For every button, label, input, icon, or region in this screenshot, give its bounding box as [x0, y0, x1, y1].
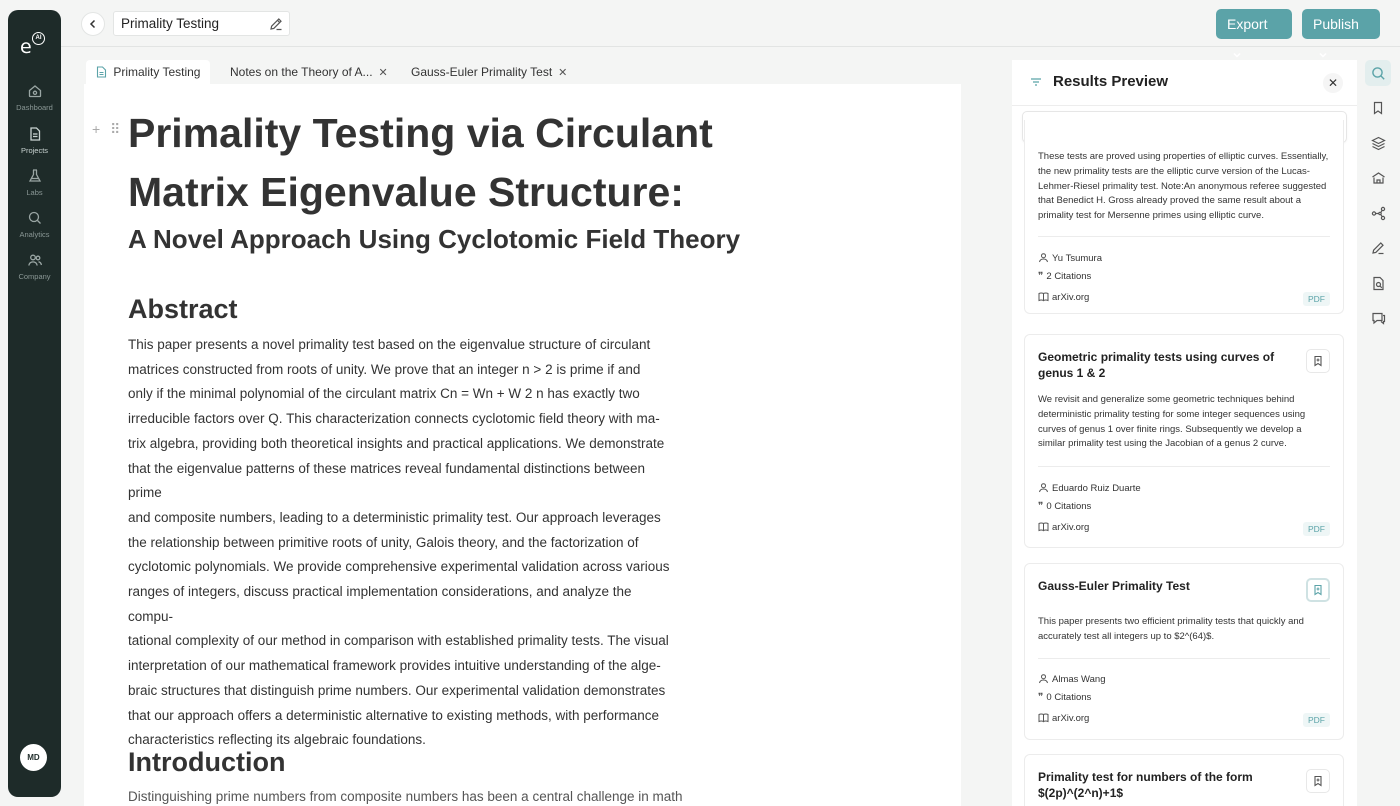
file-search-icon	[1371, 276, 1386, 291]
document-title: Primality Testing	[121, 16, 220, 31]
abstract-line: interpretation of our mathematical framework provides intuitive understanding of the alge-	[128, 658, 661, 674]
tab-label: Primality Testing	[113, 65, 201, 79]
bookmark-icon	[1371, 101, 1385, 115]
quote-icon: ❞	[1038, 692, 1044, 703]
document-title-field[interactable]	[113, 11, 290, 36]
abstract-line: cyclotomic polynomials. We provide comprehensive experimental validation across various	[128, 559, 670, 575]
back-button[interactable]	[81, 12, 105, 36]
abstract-line: that the eigenvalue patterns of these matrices reveal fundamental distinctions between prime	[128, 460, 646, 501]
introduction-text: Distinguishing prime numbers from composite numbers has been a central challenge in math	[128, 789, 683, 804]
abstract-line: only if the minimal polynomial of the circulant matrix Cn = Wn + W 2 n has exactly two	[128, 386, 640, 402]
abstract-line: irreducible factors over Q. This characterization connects cyclotomic field theory with ma-	[128, 411, 660, 427]
graph-tool-button[interactable]	[1365, 200, 1391, 226]
result-citations	[1038, 271, 1091, 282]
source-name[interactable]: arXiv.org	[1052, 292, 1090, 303]
bookmarks-tool-button[interactable]	[1365, 95, 1391, 121]
result-card[interactable]	[1024, 120, 1344, 314]
source-name[interactable]: arXiv.org	[1052, 522, 1090, 533]
result-source	[1038, 521, 1089, 533]
document-icon	[96, 66, 107, 78]
document-search-tool-button[interactable]	[1365, 270, 1391, 296]
divider	[1038, 466, 1330, 467]
library-tool-button[interactable]	[1365, 165, 1391, 191]
book-icon	[1038, 712, 1049, 723]
sidebar-item-labs[interactable]	[8, 168, 61, 197]
edit-tool-button[interactable]	[1365, 235, 1391, 261]
document-editor[interactable]	[84, 84, 961, 806]
block-tools	[92, 121, 120, 138]
document-subtitle: A Novel Approach Using Cyclotomic Field Theory	[128, 224, 741, 254]
tab-primality-testing[interactable]	[86, 60, 210, 84]
result-author	[1038, 252, 1102, 264]
layers-tool-button[interactable]	[1365, 130, 1391, 156]
sidebar-item-analytics[interactable]	[8, 210, 61, 239]
citation-count: 0 Citations	[1046, 692, 1092, 703]
introduction-heading: Introduction	[128, 747, 286, 777]
user-icon	[1038, 482, 1049, 493]
result-card[interactable]	[1024, 754, 1344, 806]
author-name: Yu Tsumura	[1052, 253, 1102, 264]
abstract-line: This paper presents a novel primality test based on the eigenvalue structure of circulant	[128, 337, 651, 352]
result-card[interactable]	[1024, 563, 1344, 740]
document-title-heading: Primality Testing via Circulant Matrix Eigenvalue Structure:	[128, 110, 713, 215]
pdf-badge[interactable]: PDF	[1303, 292, 1330, 306]
result-author	[1038, 482, 1141, 494]
result-title[interactable]: Gauss-Euler Primality Test	[1038, 579, 1190, 593]
chevron-down-icon	[1318, 50, 1328, 60]
result-title[interactable]: Primality test for numbers of the form $(2p)^(2^n)+1$	[1038, 770, 1253, 800]
results-title: Results Preview	[1053, 73, 1169, 90]
document-icon	[27, 126, 43, 142]
comment-icon	[1371, 311, 1386, 326]
result-source	[1038, 712, 1089, 724]
book-icon	[1038, 521, 1049, 532]
abstract-line: matrices constructed from roots of unity. We prove that an integer n > 2 is prime if and	[128, 361, 641, 377]
tab-gauss-euler[interactable]	[401, 60, 577, 84]
abstract-body	[128, 333, 673, 753]
publish-button[interactable]	[1302, 9, 1380, 39]
results-preview-panel	[1012, 60, 1357, 806]
user-icon	[1038, 673, 1049, 684]
logo-badge: AI	[32, 32, 45, 45]
author-name: Eduardo Ruiz Duarte	[1052, 483, 1141, 494]
search-icon	[27, 210, 43, 226]
result-card[interactable]	[1024, 334, 1344, 548]
flask-icon	[27, 168, 43, 184]
result-abstract: We revisit and generalize some geometric techniques behind deterministic primality testing for some integer sequences using curves of genus 1 over finite rings. Subsequently we develop a similar primality test using the Jacobian of a genus 2 curve.	[1038, 394, 1306, 450]
sidebar-item-label: Projects	[20, 146, 49, 155]
book-icon	[1038, 291, 1049, 302]
abstract-line: and composite numbers, leading to a deterministic primality test. Our approach leverages	[128, 509, 661, 525]
abstract-heading: Abstract	[128, 294, 238, 324]
comments-tool-button[interactable]	[1365, 305, 1391, 331]
avatar[interactable]: MD	[20, 744, 47, 771]
quote-icon: ❞	[1038, 501, 1044, 512]
sidebar-item-dashboard[interactable]	[8, 83, 61, 112]
abstract-line: the relationship between primitive roots of unity, Galois theory, and the factorization of	[128, 534, 639, 550]
sidebar-item-label: Analytics	[19, 230, 50, 239]
abstract-line: trix algebra, providing both theoretical insights and practical applications. We demonstrate	[128, 435, 665, 451]
source-name[interactable]: arXiv.org	[1052, 713, 1090, 724]
top-bar	[61, 0, 1400, 47]
result-source	[1038, 291, 1089, 303]
bookmark-button[interactable]	[1306, 349, 1330, 373]
tab-notes-theory[interactable]	[220, 60, 398, 84]
publish-label: Publish	[1313, 16, 1359, 32]
citation-count: 2 Citations	[1046, 271, 1092, 282]
abstract-line: braic structures that distinguish prime numbers. Our experimental validation demonstrates	[128, 682, 666, 698]
bookmark-icon	[1312, 584, 1324, 596]
author-name: Almas Wang	[1052, 674, 1106, 685]
abstract-line: that our approach offers a deterministic alternative to existing methods, with performance	[128, 707, 660, 723]
sidebar-item-label: Dashboard	[16, 103, 53, 112]
home-icon	[27, 83, 43, 99]
search-icon	[1371, 66, 1386, 81]
drag-handle-icon[interactable]: ⠿	[110, 121, 121, 137]
app-logo[interactable]	[20, 32, 50, 62]
user-icon	[1038, 252, 1049, 263]
export-label: Export	[1227, 16, 1268, 32]
sidebar-item-label: Company	[18, 272, 51, 281]
abstract-line: tational complexity of our method in comparison with established primality tests. The visual	[128, 633, 669, 649]
edit-icon[interactable]	[269, 17, 283, 34]
quote-icon: ❞	[1038, 271, 1044, 282]
result-author	[1038, 673, 1106, 685]
close-icon[interactable]: ✕	[558, 67, 568, 79]
tab-label: Gauss-Euler Primality Test	[411, 65, 553, 79]
result-title[interactable]: Geometric primality tests using curves of genus 1 & 2	[1038, 350, 1275, 380]
close-icon[interactable]: ✕	[378, 67, 388, 79]
divider	[1038, 658, 1330, 659]
left-sidebar	[8, 10, 61, 797]
search-tool-button[interactable]	[1365, 60, 1391, 86]
export-button[interactable]	[1216, 9, 1292, 39]
result-citations	[1038, 501, 1091, 512]
pdf-badge[interactable]: PDF	[1303, 522, 1330, 536]
chevron-down-icon	[1232, 50, 1242, 60]
divider	[1038, 236, 1330, 237]
result-abstract: These tests are proved using properties of elliptic curves. Essentially, the new primality tests are the elliptic curve version of the Lucas-Lehmer-Riesel primality test. Note:An anonymous referee suggested that Benedict H. Gross already proved the same result about a primality test for Mersenne primes using elliptic curve.	[1038, 151, 1329, 222]
sidebar-item-label: Labs	[26, 188, 43, 197]
bookmark-icon	[1312, 775, 1324, 787]
tab-label: Notes on the Theory of A...	[230, 65, 373, 79]
bookmark-button[interactable]	[1306, 769, 1330, 793]
bookmark-button[interactable]	[1306, 578, 1330, 602]
institution-icon	[1371, 171, 1386, 186]
citation-count: 0 Citations	[1046, 501, 1092, 512]
layers-icon	[1371, 136, 1386, 151]
pencil-icon	[1371, 241, 1385, 255]
abstract-line: ranges of integers, discuss practical implementation considerations, and analyze the compu-	[128, 584, 632, 624]
bookmark-icon	[1312, 355, 1324, 367]
sidebar-item-projects[interactable]	[8, 126, 61, 155]
filter-icon[interactable]	[1029, 75, 1043, 94]
users-icon	[27, 252, 43, 268]
add-block-icon[interactable]: +	[92, 121, 101, 137]
result-abstract: This paper presents two efficient primality tests that quickly and accurately test all integers up to $2^(64)$.	[1038, 616, 1304, 642]
chevron-left-icon	[88, 19, 98, 29]
pdf-badge[interactable]: PDF	[1303, 713, 1330, 727]
results-header	[1012, 60, 1357, 106]
result-citations	[1038, 692, 1091, 703]
network-icon	[1371, 206, 1386, 221]
close-panel-button[interactable]: ✕	[1323, 73, 1343, 93]
abstract-line: characteristics reflecting its algebraic foundations.	[128, 732, 426, 748]
sidebar-item-company[interactable]	[8, 252, 61, 281]
logo-letter: e	[20, 36, 32, 58]
